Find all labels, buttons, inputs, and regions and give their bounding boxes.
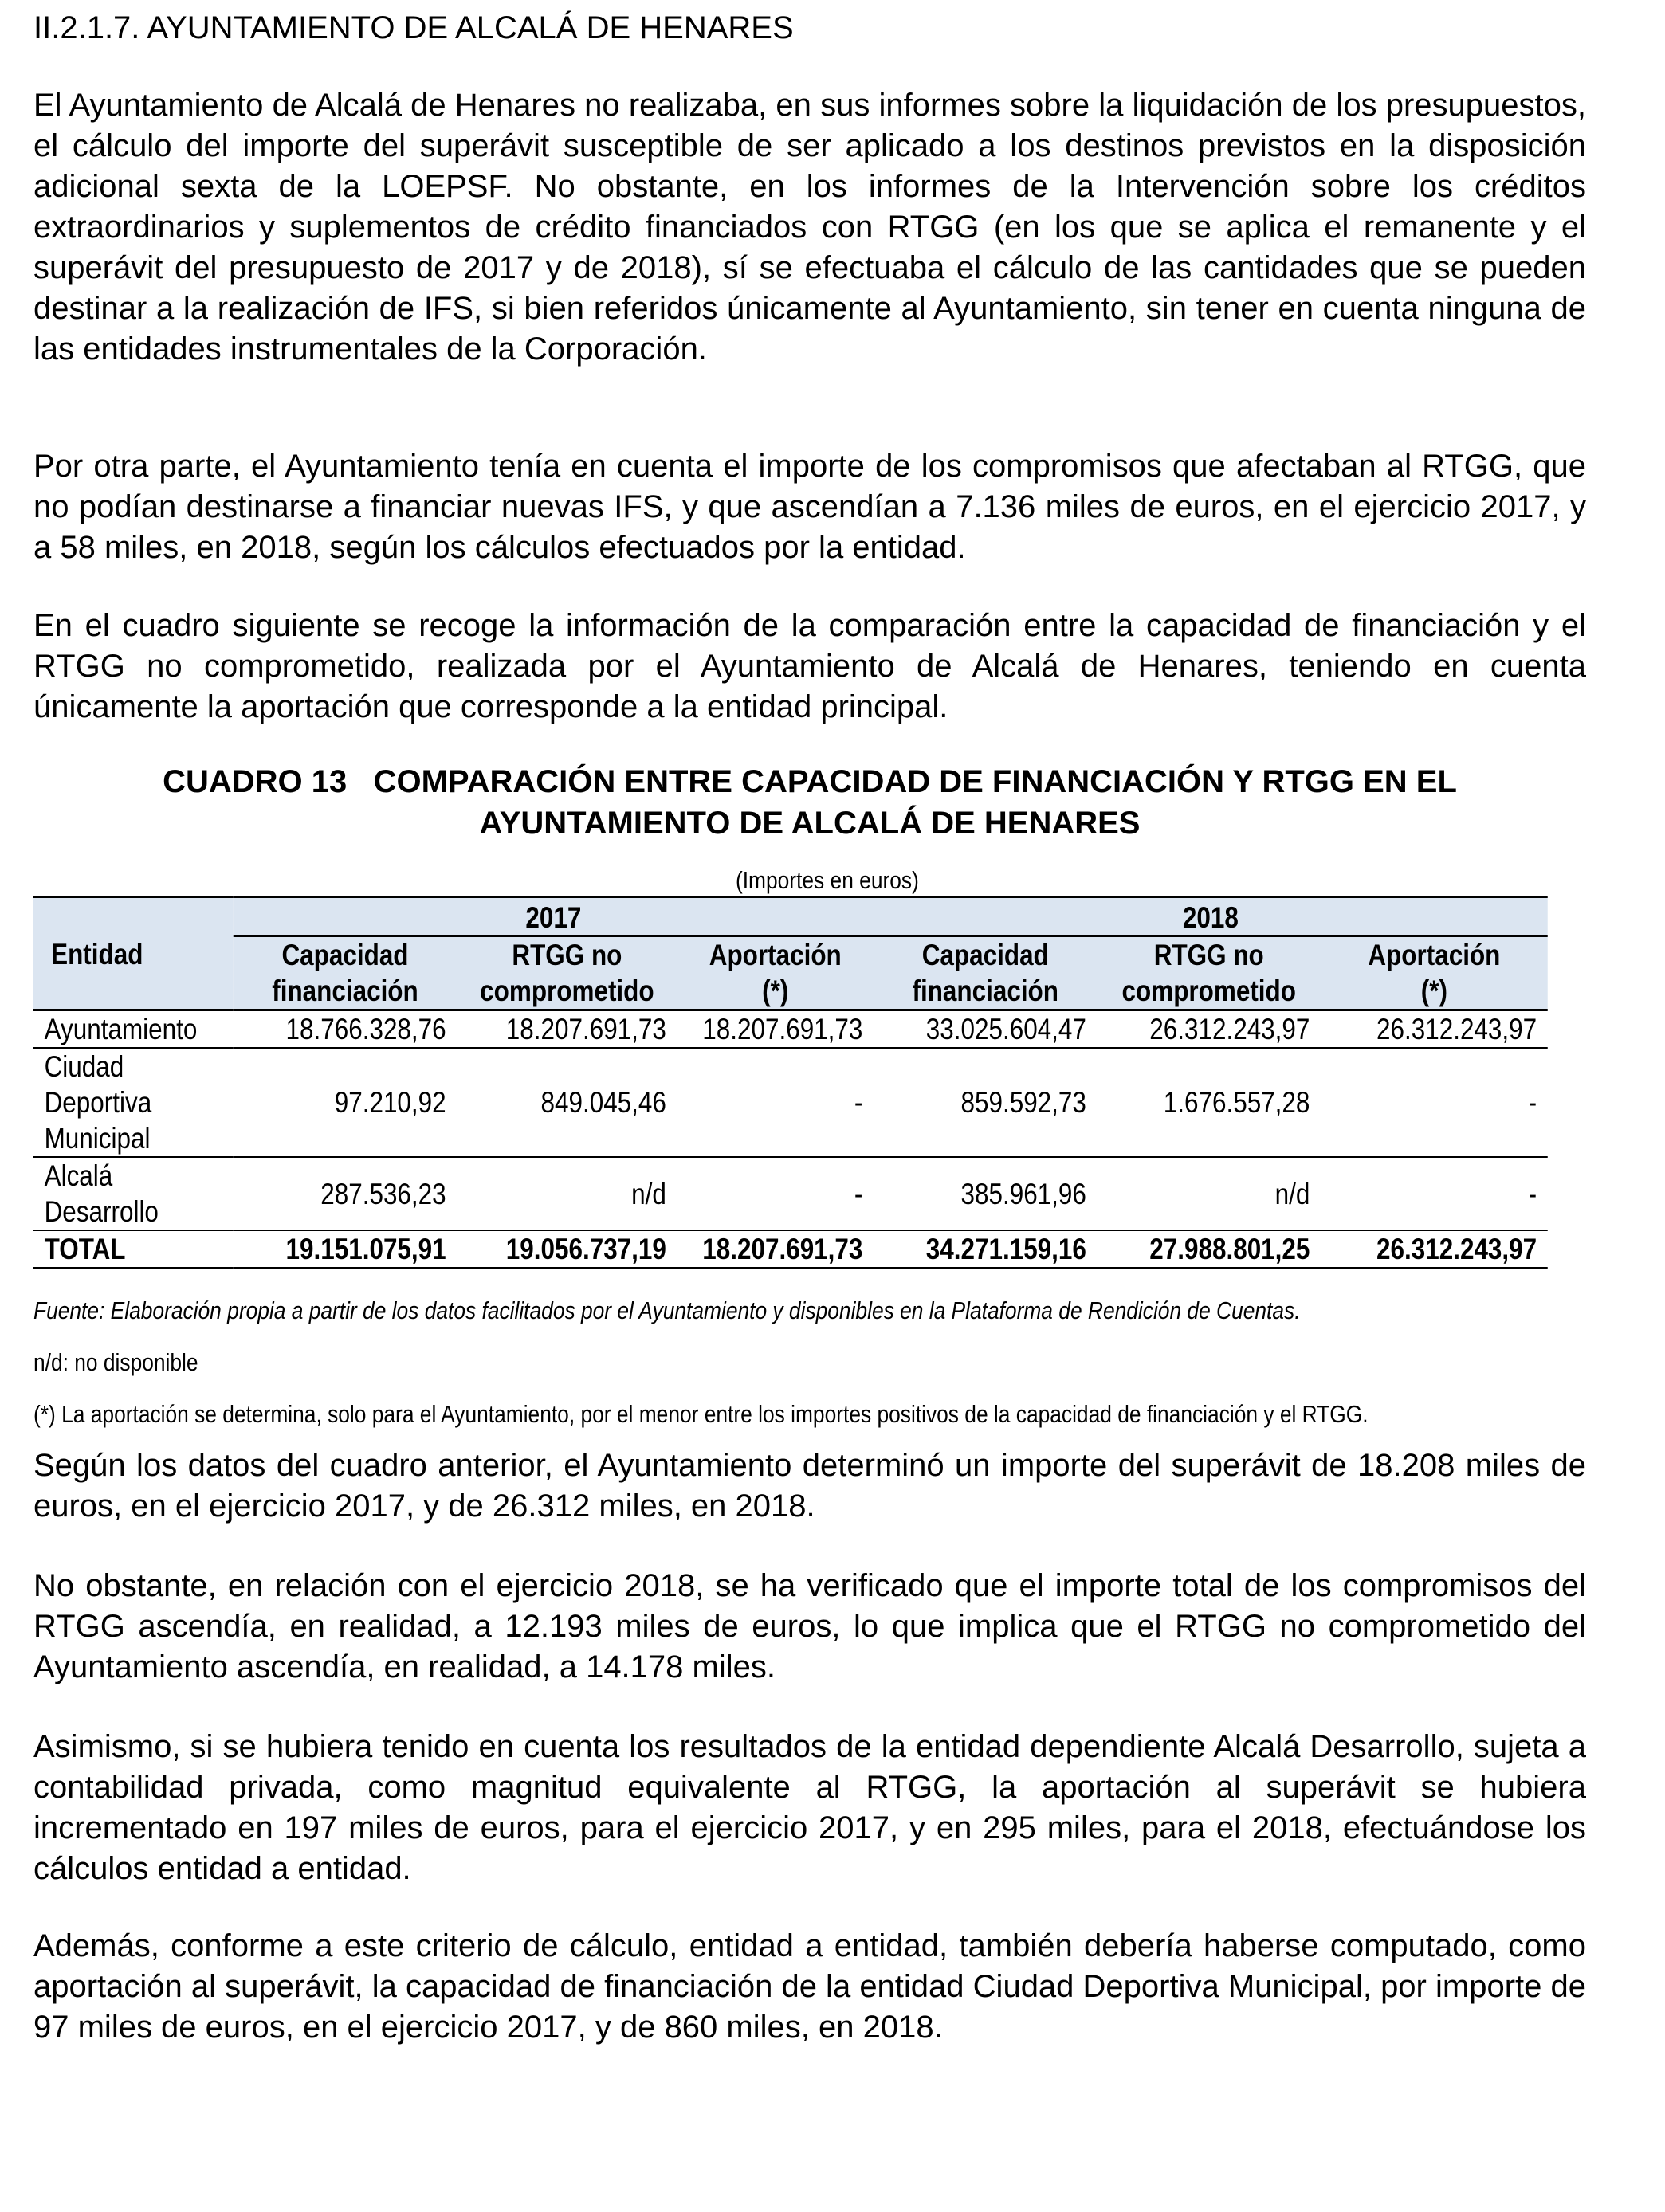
header-aportacion-2018-l2: (*) xyxy=(1420,975,1447,1007)
header-rtgg-2017: RTGG no xyxy=(512,939,622,971)
cell: - xyxy=(854,1177,863,1210)
table-header-row-1 xyxy=(33,936,1548,973)
header-year-2017: 2017 xyxy=(234,897,874,937)
paragraph-4: Según los datos del cuadro anterior, el Ayuntamiento determinó un importe del superávit de 18.208 miles de euros, en el ejercicio 2017, y de 26.312 miles, en 2018. xyxy=(33,1448,1586,1524)
cell: 33.025.604,47 xyxy=(925,1013,1086,1045)
table-source-note: Fuente: Elaboración propia a partir de los datos facilitados por el Ayuntamiento y disponibles en la Plataforma de Rendición de Cuentas. xyxy=(33,1296,1301,1324)
paragraph-5: No obstante, en relación con el ejercicio 2018, se ha verificado que el importe total de los compromisos del RTGG ascendía, en realidad, a 12.193 miles de euros, lo que implica que el RTGG no comprometido del Ayuntamiento ascendía, en realidad, a 14.178 miles. xyxy=(33,1568,1586,1684)
cell: 26.312.243,97 xyxy=(1376,1013,1537,1045)
total-cell: 26.312.243,97 xyxy=(1376,1233,1537,1265)
paragraph-6: Asimismo, si se hubiera tenido en cuenta los resultados de la entidad dependiente Alcalá Desarrollo, sujeta a contabilidad privada, como magnitud equivalente al RTGG, la aportación al superávit se hubiera incrementado en 197 miles de euros, para el ejercicio 2017, y en 295 miles, para el 2018, efectuándose los cálculos entidad a entidad. xyxy=(33,1729,1586,1886)
header-rtgg-2017-l2: comprometido xyxy=(480,975,654,1007)
header-year-2018: 2018 xyxy=(874,897,1548,937)
paragraph-7: Además, conforme a este criterio de cálculo, entidad a entidad, también debería haberse computado, como aportación al superávit, la capacidad de financiación de la entidad Ciudad Deportiva Municipal, por importe de 97 miles de euros, en el ejercicio 2017, y de 860 miles, en 2018. xyxy=(33,1928,1586,2045)
total-label: TOTAL xyxy=(44,1233,126,1265)
row-entity-line: Municipal xyxy=(44,1122,151,1155)
cell: n/d xyxy=(631,1177,666,1210)
table-asterisk-note: (*) La aportación se determina, solo para el Ayuntamiento, por el menor entre los importes positivos de la capacidad de financiación y el RTGG. xyxy=(33,1400,1369,1428)
table-title xyxy=(33,761,1586,844)
cell: - xyxy=(1528,1086,1537,1119)
total-cell: 27.988.801,25 xyxy=(1149,1233,1310,1265)
header-rtgg-2018-l2: comprometido xyxy=(1121,975,1296,1007)
cell: n/d xyxy=(1274,1177,1310,1210)
header-entity: Entidad xyxy=(51,938,143,971)
header-capacidad-2018-l2: financiación xyxy=(912,975,1058,1007)
comparison-table xyxy=(33,896,1548,1269)
header-capacidad-2018: Capacidad xyxy=(921,939,1049,971)
table-nd-note: n/d: no disponible xyxy=(33,1348,198,1376)
cell: 18.207.691,73 xyxy=(702,1013,863,1045)
cell: 18.766.328,76 xyxy=(285,1013,446,1045)
row-entity xyxy=(33,1048,234,1157)
total-cell: 19.056.737,19 xyxy=(505,1233,666,1265)
row-entity-line: Deportiva xyxy=(44,1086,152,1119)
total-cell: 34.271.159,16 xyxy=(925,1233,1086,1265)
table-header-row-2 xyxy=(33,973,1548,1010)
header-aportacion-2018: Aportación xyxy=(1368,939,1501,971)
paragraph-3: En el cuadro siguiente se recoge la información de la comparación entre la capacidad de financiación y el RTGG no comprometido, realizada por el Ayuntamiento de Alcalá de Henares, teniendo en cuenta únicamente la aportación que corresponde a la entidad principal. xyxy=(33,608,1586,724)
header-aportacion-2017: Aportación xyxy=(709,939,842,971)
total-cell: 18.207.691,73 xyxy=(702,1233,863,1265)
header-aportacion-2017-l2: (*) xyxy=(762,975,789,1007)
cell: - xyxy=(1528,1177,1537,1210)
table-row xyxy=(33,1010,1548,1049)
table-title-line-2: AYUNTAMIENTO DE ALCALÁ DE HENARES xyxy=(479,806,1141,841)
section-heading: II.2.1.7. AYUNTAMIENTO DE ALCALÁ DE HENARES xyxy=(33,10,794,45)
header-capacidad-2017: Capacidad xyxy=(281,939,409,971)
cell: 26.312.243,97 xyxy=(1149,1013,1310,1045)
cell: 287.536,23 xyxy=(320,1177,446,1210)
table-wrapper xyxy=(33,896,1537,1269)
row-entity xyxy=(33,1157,234,1230)
table-units: (Importes en euros) xyxy=(735,866,919,894)
row-entity-line: Desarrollo xyxy=(44,1195,159,1228)
row-entity: Ayuntamiento xyxy=(44,1013,198,1045)
table-row xyxy=(33,1048,1548,1157)
table-header-years xyxy=(33,897,1548,937)
cell: 1.676.557,28 xyxy=(1163,1086,1310,1119)
table-total-row xyxy=(33,1230,1548,1269)
cell: 849.045,46 xyxy=(540,1086,666,1119)
paragraph-1: El Ayuntamiento de Alcalá de Henares no realizaba, en sus informes sobre la liquidación de los presupuestos, el cálculo del importe del superávit susceptible de ser aplicado a los destinos previstos en la disposición adicional sexta de la LOEPSF. No obstante, en los informes de la Intervención sobre los créditos extraordinarios y suplementos de crédito financiados con RTGG (en los que se aplica el remanente y el superávit del presupuesto de 2017 y de 2018), sí se efectuaba el cálculo de las cantidades que se pueden destinar a la realización de IFS, si bien referidos únicamente al Ayuntamiento, sin tener en cuenta ninguna de las entidades instrumentales de la Corporación. xyxy=(33,88,1586,367)
row-entity-line: Alcalá xyxy=(44,1159,113,1192)
cell: 18.207.691,73 xyxy=(505,1013,666,1045)
cell: 859.592,73 xyxy=(960,1086,1086,1119)
table-title-line-1: CUADRO 13 COMPARACIÓN ENTRE CAPACIDAD DE FINANCIACIÓN Y RTGG EN EL xyxy=(163,764,1457,799)
cell: 385.961,96 xyxy=(960,1177,1086,1210)
paragraph-2: Por otra parte, el Ayuntamiento tenía en cuenta el importe de los compromisos que afectaban al RTGG, que no podían destinarse a financiar nuevas IFS, y que ascendían a 7.136 miles de euros, en el ejercicio 2017, y a 58 miles, en 2018, según los cálculos efectuados por la entidad. xyxy=(33,449,1586,565)
header-rtgg-2018: RTGG no xyxy=(1153,939,1264,971)
header-capacidad-2017-l2: financiación xyxy=(272,975,418,1007)
cell: 97.210,92 xyxy=(334,1086,446,1119)
row-entity-line: Ciudad xyxy=(44,1050,124,1083)
table-row xyxy=(33,1157,1548,1230)
cell: - xyxy=(854,1086,863,1119)
total-cell: 19.151.075,91 xyxy=(285,1233,446,1265)
